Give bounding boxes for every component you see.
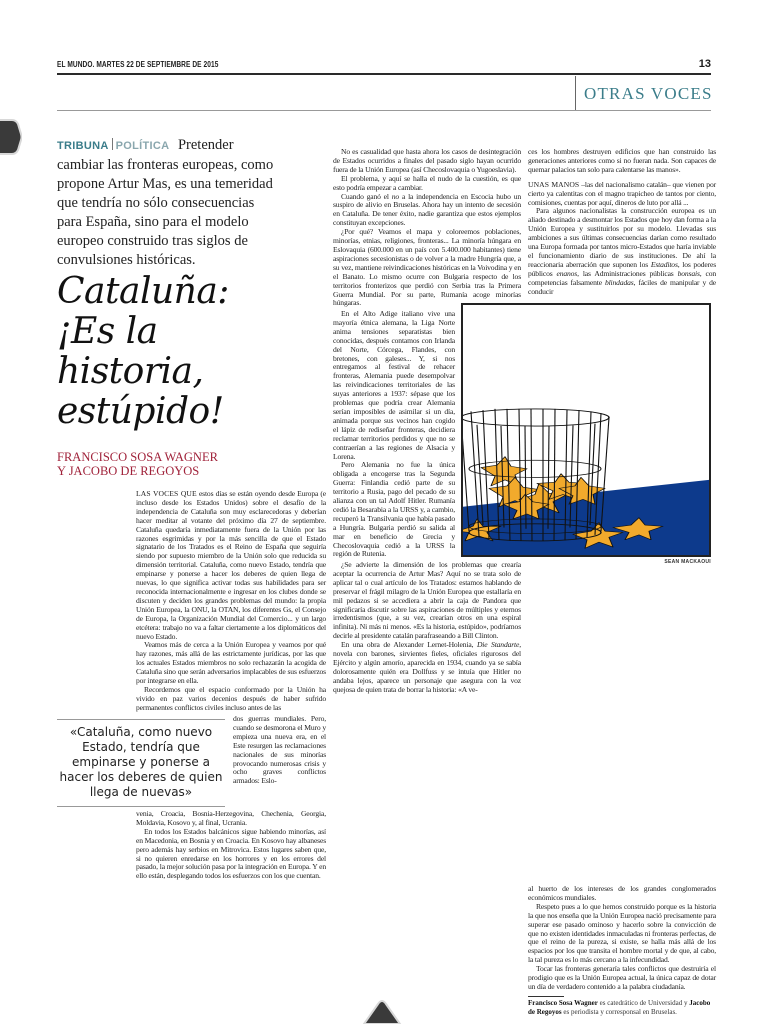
author-line: Y JACOBO DE REGOYOS — [57, 464, 200, 478]
kicker-text: Pretender cambiar las fronteras europeas, como propone Artur Mas, es una temeridad que tendría no sólo consecuencias para España, sino para el modelo europeo construido tras siglos de convulsiones históricas. — [57, 137, 274, 268]
body-paragraph: El problema, y aquí se halla el nudo de la cuestión, es que esto podría empezar a cambiar. — [333, 173, 521, 192]
masthead-rule — [57, 73, 711, 75]
body-paragraph: ¿Se advierte la dimensión de los problemas que crearía aceptar la ocurrencia de Artur Mas? Aquí no se trata solo de aplicar tal o cual artículo de los Tratados: estamos hablando de preservar el frágil milagro de la Unión Europea que estallaría en mil pedazos si se accediera a abrir la caja de Pandora que significaría discutir sobre las aspiraciones de múltiples y eternos irredentismos (que, a su vez, crearían otros en una espiral infinita). Ni más ni menos. «Es la historia, estúpido», podríamos decirle al presidente catalán parafraseando a Bill Clinton. — [333, 560, 521, 641]
body-paragraph: Cuando ganó el no a la independencia en Escocia hubo un suspiro de alivio en Bruselas. Ahora hay un intento de secesión en Cataluña. De tener éxito, nadie garantiza que estos ejemplos constituyan excepciones. — [333, 191, 522, 228]
body-column-1-side — [233, 715, 326, 786]
section-divider — [575, 76, 576, 111]
body-paragraph: dos guerras mundiales. Pero, cuando se desmorona el Muro y empieza una nueva era, en el Este resurgen las reclamaciones nacionales de sus minorías provocando numerosas crisis y ocho graves conflictos armados: Eslo- — [233, 714, 326, 786]
author-name: Francisco Sosa Wagner — [528, 999, 598, 1007]
body-column-1-bottom — [136, 810, 326, 881]
section-title: OTRAS VOCES — [584, 84, 713, 103]
article-kicker — [57, 136, 282, 270]
body-column-3-bottom — [528, 885, 716, 992]
headline-line: ¡Es la — [57, 311, 158, 352]
page-number: 13 — [698, 58, 711, 70]
body-paragraph: Pero Alemania no fue la única obligada a encogerse tras la Segunda Guerra: Finlandia cedió parte de su territorio a Rusia, pago del pecado de su alianza con un tal Adolf Hitler. Rumanía cedió la Besarabia a la URSS y, a cambio, recuperó la Transilvania que había pasado a Hungría. Bulgaria perdió su salida al mar en beneficio de Grecia y Checoslovaquia cedió a la URSS la región de Rutenia. — [333, 460, 455, 559]
body-paragraph: LAS VOCES QUE estos días se están oyendo desde Europa (e incluso desde los Estados Unidos) sobre el desafío de la independencia de Cataluña son muy esclarecedoras y deberían hacer meditar al votante del próximo día 27 de septiembre. Cataluña quedaría inmediatamente fuera de la Unión por las razones esgrimidas y por la más sencilla de que el Estado signatario de los Tratados es el Reino de España que seguiría siendo por supuesto miembro de la Unión solo que reducida su dimensión territorial. Cataluña, como nuevo Estado, tendría que empinarse y ponerse a hacer los deberes de quien llega de nuevas, lo que significa activar todas sus habilidades para ser reconocida internacionalmente e ingresar en los clubes donde se discuten y deciden los grandes problemas del mundo: la propia Unión Europea, la ONU, la OTAN, los diferentes Gs, el Consejo de Europa, la Organización Mundial del Comercio... y un largo etcétera: trabajo no va a faltar ciertamente a los diplomáticos del nuevo Estado. — [136, 489, 326, 641]
author-bio: Francisco Sosa Wagner es catedrático de Universidad y Jacobo de Regoyos es periodista y corresponsal en Bruselas. — [528, 999, 711, 1016]
masthead — [57, 60, 711, 72]
body-column-1 — [136, 490, 326, 713]
body-paragraph: UNAS MANOS –las del nacionalismo catalán– que vienen por cierto ya calentitas con el magno trapicheo de tantos por ciento, comisiones, cuentas por aquí, dineros de luto por allá ... — [528, 179, 716, 207]
body-paragraph: Respeto pues a lo que hemos construido porque es la historia la que nos enseña que la Unión Europea nació precisamente para superar ese pasado ominoso y hacerlo sobre la convicción de que no existen identidades inmaculadas ni fronteras perfectas, de que el reino de la pureza, si existe, se halla más allá de los espacios por los que transita el hombre mortal y de que, al cabo, la tal pureza es lo más cercano a la infecundidad. — [528, 901, 716, 965]
byline — [57, 450, 307, 478]
body-paragraph: En una obra de Alexander Lernet-Holenia, Die Standarte, novela con barones, sirvientes fieles, oficiales rigurosos del Ejército y algún amorío, aparecida en 1934, cuando ya se sabía dolorosamente quién era Dollfuss y se intuía que Hitler no andaba lejos, aparece un personaje que asegura con la voz quejosa de quien trata de borrar la historia: «A ve- — [333, 640, 521, 694]
body-paragraph: Veamos más de cerca a la Unión Europea y veamos por qué hay razones, más allá de las estrictamente jurídicas, por las que los actuales Estados miembros no solo rechazarán la acogida de Cataluña sino que serán adversarios implacables de sus esfuerzos por integrarse en ella. — [136, 640, 326, 686]
body-column-2-bottom — [333, 561, 521, 695]
tag-separator — [112, 138, 113, 150]
lead-in: LAS VOCES QUE — [136, 489, 197, 498]
section-rule — [57, 110, 711, 111]
body-column-2 — [333, 148, 521, 308]
body-paragraph: Para algunos nacionalistas la construcción europea es un aliado destinado a desmontar los Estados que hoy dan forma a la Unión Europea y sustituirlos por su modelo. Llevadas sus ambiciones a sus últimas consecuencias darían como resultado una Europa formada por tantos micro-Estados que haría inviable el funcionamiento diario de sus instituciones. De ahí la reaccionaria aberración que suponen los Estaditos, los poderes públicos enanos, las Administraciones públicas bonsais, con competencias falsamente blindadas, fáciles de manipular y de conducir — [528, 206, 716, 296]
chevron-up-icon[interactable] — [360, 998, 404, 1024]
lead-in: UNAS MANOS — [528, 179, 580, 189]
publication-date: EL MUNDO. MARTES 22 DE SEPTIEMBRE DE 2015 — [57, 60, 219, 69]
bio-rule — [528, 996, 564, 997]
wastebasket-illustration — [463, 305, 709, 555]
headline-line: historia, — [57, 351, 204, 392]
body-paragraph: No es casualidad que hasta ahora los casos de desintegración de Estados ocurridos a finales del pasado siglo hayan ocurrido fuera de la Unión Europea (así Checoslovaquia o Yugoeslavia). — [333, 147, 521, 174]
body-paragraph: ces los hombres destruyen edificios que han construido las generaciones anteriores como si no fueran nada. Son capaces de quemar palacios tan solo para calentarse las manos». — [528, 147, 716, 174]
illustration-eu-basket — [461, 303, 711, 557]
body-paragraph: Tocar las fronteras generaría tales conflictos que destruiría el prodigio que es la Unión Europea actual, la única capaz de dotar un día de verdadero contenido a la palabra ciudadanía. — [528, 964, 716, 991]
body-paragraph: En todos los Estados balcánicos sigue habiendo minorías, así en Macedonia, en Bosnia y en Croacia. En Kosovo hay albaneses pero además hay serbios en Mitrovica. Estos lugares saben que, si no quieren enredarse en los horrores y en los errores del pasado, la mejor solución pasa por la integración en Europa. Y en ello están, desplegando todos los esfuerzos con los que cuentan. — [136, 826, 326, 881]
pull-quote: «Cataluña, como nuevo Estado, tendría que empinarse y ponerse a hacer los deberes de quien llega de nuevas» — [57, 719, 225, 807]
body-paragraph: Recordemos que el espacio conformado por la Unión ha vivido en paz varios decenios después de haber sufrido permanentes conflictos civiles incluso antes de las — [136, 684, 326, 712]
chevron-left-icon[interactable] — [0, 118, 22, 156]
headline-line: Cataluña: — [57, 271, 229, 312]
body-column-2-narrow — [333, 310, 455, 559]
tag-tribuna: TRIBUNA — [57, 140, 109, 152]
author-name: Jacobo de Regoyos — [528, 999, 711, 1016]
headline-line: estúpido! — [57, 391, 224, 432]
body-paragraph: al huerto de los intereses de los grandes conglomerados económicos mundiales. — [528, 884, 716, 902]
tag-politica: POLÍTICA — [115, 140, 170, 152]
body-paragraph: En el Alto Adige italiano vive una mayoría étnica alemana, la Liga Norte anima tensiones separatistas bien conocidas, después contamos con Irlanda del Norte, Córcega, Flandes, con bretones, con galeses... Y, si nos entregamos al festival de rehacer fronteras, Alemania puede desempolvar las reivindicaciones territoriales de las suyas anteriores a 1937: sépase que los problemas que podría crear Alemania serían imposibles de asimilar si un día, animada porque sus vecinos han cogido el lápiz de rediseñar fronteras, decidiera reclamar territorios perdidos y que no se contraerían a las regiones de Alsacia y Lorena. — [333, 309, 455, 461]
illustration-credit: SEAN MACKAOUI — [664, 559, 711, 565]
body-paragraph: venia, Croacia, Bosnia-Herzegovina, Chechenia, Georgia, Moldavia, Kosovo y, al final, Ucrania. — [136, 809, 326, 827]
body-column-3 — [528, 148, 716, 297]
body-paragraph: ¿Por qué? Veamos el mapa y coloreemos poblaciones, minorías, etnias, religiones, fronteras... La minoría húngara en Eslovaquia (600.000 en un país con 5.400.000 habitantes) tiene aspiraciones secesionistas o de volver a la madre Hungría que, a su vez, mantiene reivindicaciones históricas en la Voivodina y en el Banato. Lo mismo ocurre con Bulgaria respecto de los territorios fronterizos que perdió con Serbia tras la Primera Guerra Mundial. Por su parte, Rumanía acoge minorías húngaras. — [333, 227, 521, 308]
author-line: FRANCISCO SOSA WAGNER — [57, 450, 218, 464]
headline — [57, 272, 297, 432]
